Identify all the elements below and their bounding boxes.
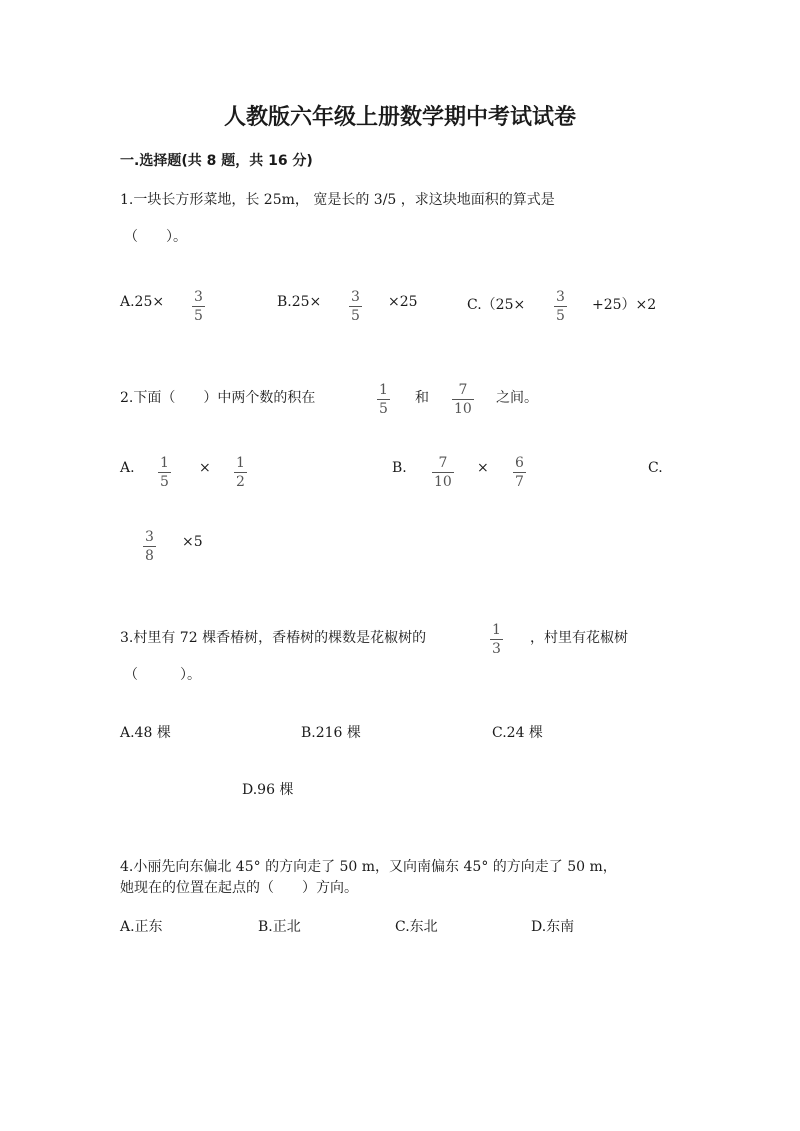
fraction-denominator: 5 (194, 308, 203, 324)
q1-stem-line2: （ ）。 (124, 229, 187, 245)
fraction-numerator: 1 (492, 622, 501, 638)
q1-option-c-text[interactable]: C.（25× (467, 297, 526, 313)
q2-option-a-times: × (199, 460, 211, 476)
q4-option-b[interactable]: B.正北 (258, 919, 301, 935)
q4-option-a[interactable]: A.正东 (120, 919, 163, 935)
exam-title: 人教版六年级上册数学期中考试试卷 (223, 105, 576, 130)
fraction-denominator: 5 (351, 308, 360, 324)
q2-stem-fraction-2 (452, 382, 474, 417)
fraction-numerator: 6 (515, 455, 524, 471)
q1-option-b-text[interactable]: B.25× (277, 294, 322, 310)
q2-stem-prefix: 2.下面（ ）中两个数的积在 (120, 390, 316, 406)
fraction-numerator: 7 (458, 382, 468, 398)
fraction-denominator: 10 (454, 401, 472, 417)
fraction-denominator: 10 (434, 474, 452, 490)
q2-option-c-label[interactable]: C. (648, 460, 663, 476)
q2-stem-and: 和 (415, 390, 429, 406)
q3-stem-line2: （ ）。 (124, 667, 201, 683)
q4-stem-line1: 4.小丽先向东偏北 45° 的方向走了 50 m，又向南偏东 45° 的方向走了 50 m， (120, 859, 617, 875)
q2-stem-suffix: 之间。 (496, 390, 538, 406)
q2-stem-fraction-1 (377, 382, 390, 417)
fraction-numerator: 3 (556, 289, 565, 305)
q1-option-b-fraction (349, 289, 362, 324)
fraction-denominator: 8 (145, 548, 154, 564)
q2-option-b-times: × (477, 460, 489, 476)
q3-stem-fraction (490, 622, 503, 657)
q1-option-a-fraction (192, 289, 205, 324)
fraction-denominator: 3 (492, 641, 501, 657)
q3-option-b[interactable]: B.216 棵 (301, 725, 361, 741)
q2-option-a-fraction-1 (158, 455, 171, 490)
q3-stem-prefix: 3.村里有 72 棵香椿树，香椿树的棵数是花椒树的 (120, 630, 427, 646)
q4-stem-line2: 她现在的位置在起点的（ ）方向。 (120, 880, 358, 896)
fraction-denominator: 5 (160, 474, 169, 490)
q4-option-d[interactable]: D.东南 (531, 919, 575, 935)
fraction-denominator: 5 (379, 401, 388, 417)
q2-option-c-fraction (143, 529, 156, 564)
q1-option-a-text[interactable]: A.25× (120, 294, 165, 310)
fraction-denominator: 7 (515, 474, 524, 490)
section-heading: 一.选择题(共 8 题，共 16 分) (120, 153, 313, 169)
q2-option-a-label[interactable]: A. (120, 460, 135, 476)
q3-option-c[interactable]: C.24 棵 (492, 725, 543, 741)
fraction-numerator: 3 (145, 529, 154, 545)
q1-option-b-suffix: ×25 (388, 294, 418, 310)
q2-option-a-fraction-2 (234, 455, 247, 490)
fraction-denominator: 5 (556, 308, 565, 324)
q3-option-a[interactable]: A.48 棵 (120, 725, 171, 741)
fraction-denominator: 2 (236, 474, 245, 490)
q4-option-c[interactable]: C.东北 (395, 919, 438, 935)
fraction-numerator: 3 (194, 289, 203, 305)
q2-option-b-fraction-2 (513, 455, 526, 490)
fraction-numerator: 1 (236, 455, 245, 471)
q2-option-b-fraction-1 (432, 455, 454, 490)
q2-option-c-suffix: ×5 (182, 534, 203, 550)
q3-stem-suffix: ，村里有花椒树 (530, 630, 628, 646)
q3-option-d[interactable]: D.96 棵 (242, 782, 294, 798)
fraction-numerator: 7 (438, 455, 448, 471)
q2-option-b-label[interactable]: B. (392, 460, 407, 476)
fraction-numerator: 3 (351, 289, 360, 305)
q1-stem-line1: 1.一块长方形菜地，长 25m， 宽是长的 3/5 ，求这块地面积的算式是 (120, 192, 555, 208)
q1-option-c-fraction (554, 289, 567, 324)
fraction-numerator: 1 (379, 382, 388, 398)
q1-option-c-suffix: +25）×2 (592, 297, 657, 313)
fraction-numerator: 1 (160, 455, 169, 471)
